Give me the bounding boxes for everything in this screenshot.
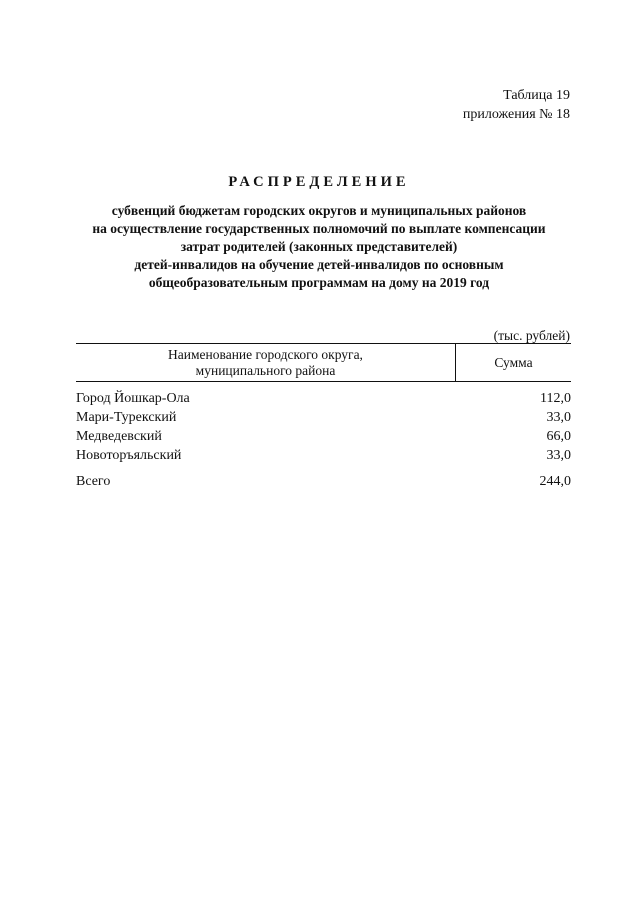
header-name-line: Наименование городского округа, — [168, 347, 363, 362]
row-name: Новоторъяльский — [76, 448, 182, 463]
row-name: Город Йошкар-Ола — [76, 391, 190, 406]
caption-table-number: Таблица 19 — [503, 88, 570, 103]
subtitle-line: субвенций бюджетам городских округов и муниципальных районов — [111, 203, 527, 218]
table-row — [76, 427, 571, 446]
table-body — [76, 389, 571, 491]
subtitle-line: затрат родителей (законных представителей) — [180, 239, 458, 254]
document-heading: РАСПРЕДЕЛЕНИЕ — [228, 174, 410, 190]
header-name-column — [76, 344, 456, 381]
row-name: Мари-Турекский — [76, 410, 177, 425]
header-name-line: муниципального района — [195, 363, 336, 378]
total-label: Всего — [76, 474, 111, 489]
subtitle-line: детей-инвалидов на обучение детей-инвалидов по основным — [134, 257, 504, 272]
total-value: 244,0 — [539, 474, 571, 489]
subtitle-line: на осуществление государственных полномочий по выплате компенсации — [92, 221, 546, 236]
row-name: Медведевский — [76, 429, 162, 444]
row-value: 112,0 — [540, 391, 571, 406]
table-header — [76, 343, 571, 382]
units-label: (тыс. рублей) — [493, 328, 570, 343]
row-value: 33,0 — [546, 448, 571, 463]
table-total-row — [76, 472, 571, 491]
caption-appendix-number: приложения № 18 — [462, 107, 570, 122]
document-subtitle — [60, 202, 578, 292]
header-sum-column: Сумма — [494, 355, 533, 370]
table-row — [76, 446, 571, 465]
table-row — [76, 389, 571, 408]
row-value: 66,0 — [546, 429, 571, 444]
row-value: 33,0 — [546, 410, 571, 425]
distribution-table — [76, 343, 571, 491]
table-caption — [463, 86, 570, 124]
table-row — [76, 408, 571, 427]
subtitle-line: общеобразовательным программам на дому на 2019 год — [148, 275, 490, 290]
